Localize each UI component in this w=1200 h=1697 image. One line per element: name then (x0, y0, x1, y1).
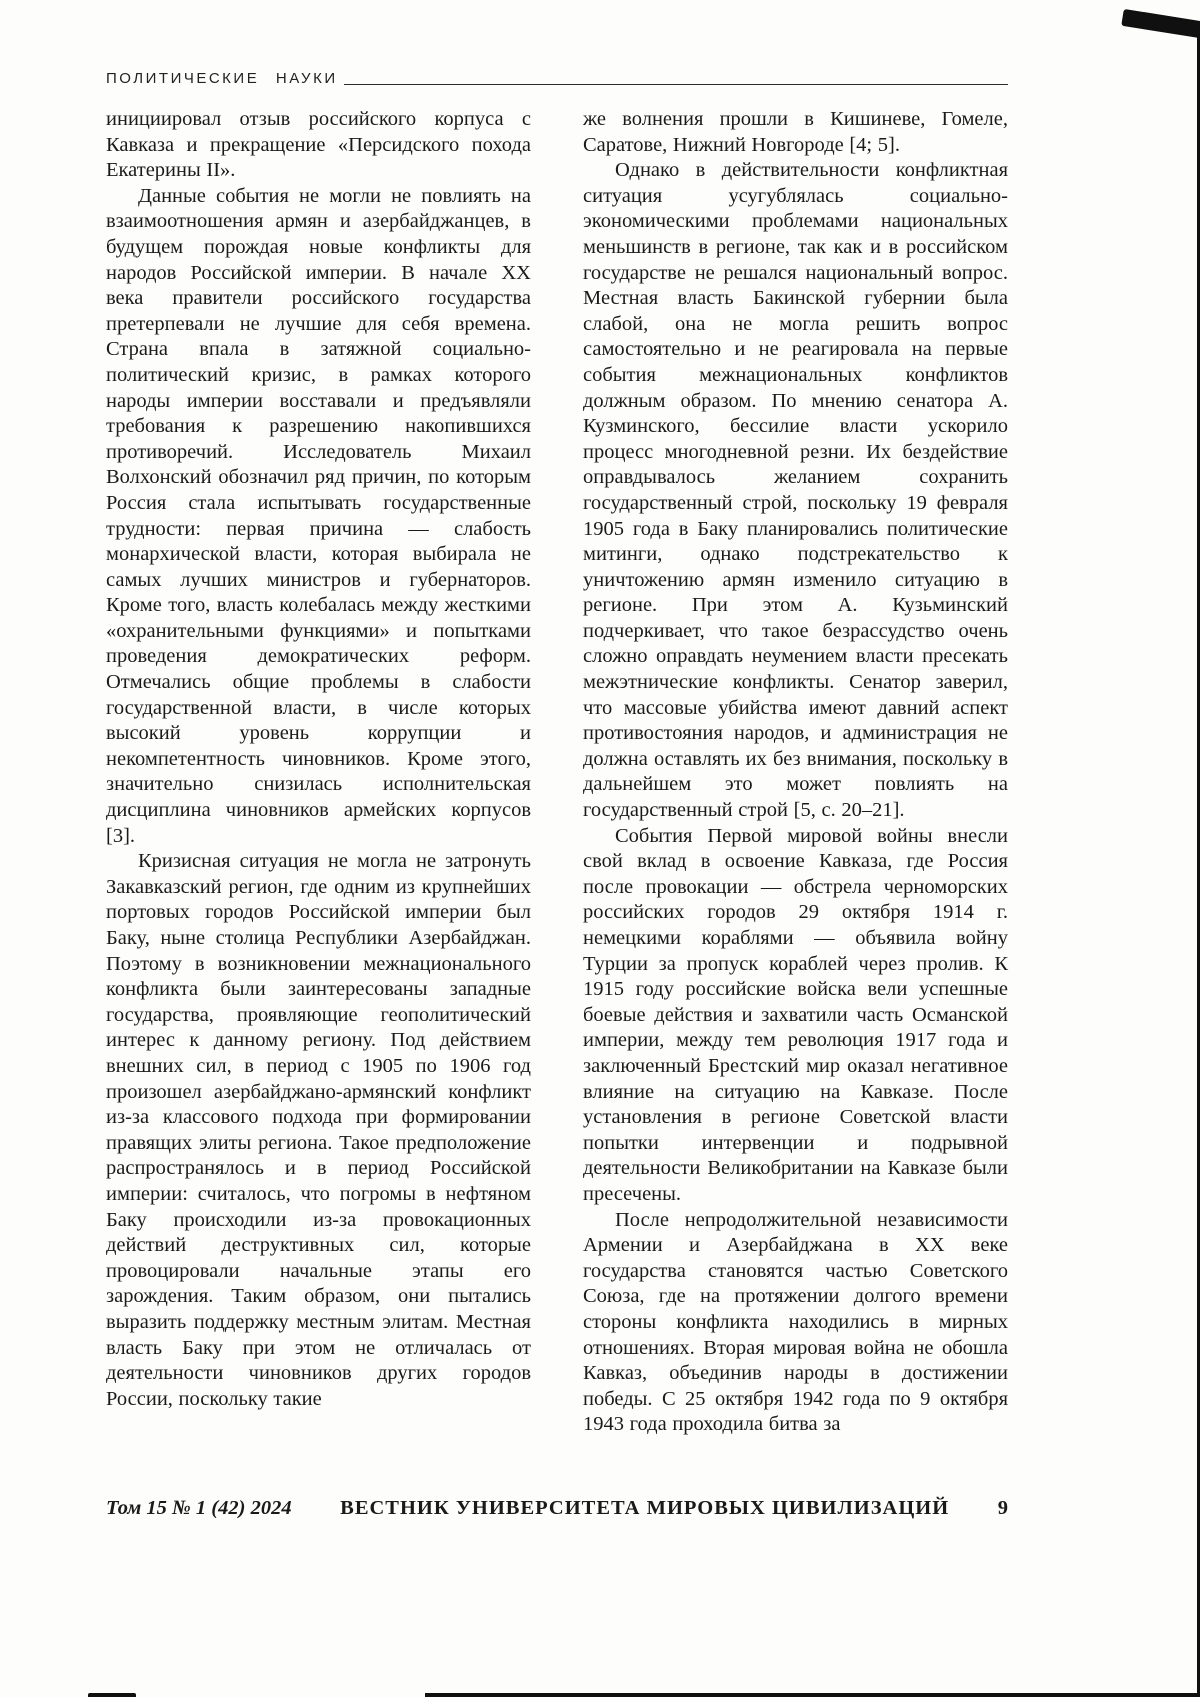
paragraph: Данные события не могли не повлиять на взаимоотношения армян и азербайджанцев, в будущем порождая новые конфликты для народов Российской империи. В начале XX века правители российского государства претерпевали не лучшие для себя времена. Страна впала в затяжной социально-политический кризис, в рамках которого народы империи восставали и предъявляли требования к разрешению накопившихся противоречий. Исследователь Михаил Волхонский обозначил ряд причин, по которым Россия стала испытывать государственные трудности: первая причина — слабость монархической власти, которая выбирала не самых лучших министров и губернаторов. Кроме того, власть колебалась между жесткими «охранительными функциями» и попытками проведения демократических реформ. Отмечались общие проблемы в слабости государственной власти, в числе которых высокий уровень коррупции и некомпетентность чиновников. Кроме этого, значительно снизилась исполнительская дисциплина чиновников армейских корпусов [3]. (106, 184, 531, 847)
footer-page-number: 9 (997, 1497, 1008, 1519)
scan-artifact-top-right (1121, 9, 1200, 40)
scan-artifact-bottom-left (88, 1693, 136, 1697)
paragraph: События Первой мировой войны внесли свой вклад в освоение Кавказа, где Россия после провокации — обстрела черноморских российских городов 29 октября 1914 г. немецкими кораблями — объявила войну Турции за пропуск кораблей через пролив. К 1915 году российские войска вели успешные боевые действия и захватили часть Османской империи, между тем революция 1917 года и заключенный Брестский мир оказал негативное влияние на ситуацию на Кавказе. После установления в регионе Советской власти попытки интервенции и подрывной деятельности Великобритании на Кавказе были пресечены. (583, 824, 1008, 1205)
section-label: ПОЛИТИЧЕСКИЕ НАУКИ (106, 70, 338, 87)
scan-artifact-bottom-edge (425, 1693, 1200, 1697)
paragraph: же волнения прошли в Кишиневе, Гомеле, Саратове, Нижний Новгороде [4; 5]. (583, 108, 1008, 156)
paragraph: инициировал отзыв российского корпуса с Кавказа и прекращение «Персидского похода Екатерины II». (106, 108, 531, 182)
right-column (583, 107, 1008, 1438)
left-column (106, 107, 531, 1438)
header-rule (344, 84, 1008, 85)
footer-issue-info: Том 15 № 1 (42) 2024 (106, 1497, 292, 1519)
footer-journal-title: ВЕСТНИК УНИВЕРСИТЕТА МИРОВЫХ ЦИВИЛИЗАЦИЙ (340, 1497, 950, 1519)
running-head (106, 70, 1008, 87)
page-footer (106, 1497, 1008, 1520)
paragraph: Однако в действительности конфликтная ситуация усугублялась социально-экономическими проблемами национальных меньшинств в регионе, так как и в российском государстве не решался национальный вопрос. Местная власть Бакинской губернии была слабой, она не могла решить вопрос самостоятельно и не реагировала на первые события межнациональных конфликтов должным образом. По мнению сенатора А. Кузминского, бессилие власти ускорило процесс многодневной резни. Их бездействие оправдывалось желанием сохранить государственный строй, поскольку 19 февраля 1905 года в Баку планировались политические митинги, однако подстрекательство к уничтожению армян изменило ситуацию в регионе. При этом А. Кузьминский подчеркивает, что такое безрассудство очень сложно оправдать неумением власти пресекать межэтнические конфликты. Сенатор заверил, что массовые убийства имеют давний аспект противостояния народов, и администрация не должна оставлять их без внимания, поскольку в дальнейшем это может повлиять на государственный строй [5, с. 20–21]. (583, 159, 1008, 822)
article-body (106, 107, 1008, 1438)
paragraph: После непродолжительной независимости Армении и Азербайджана в XX веке государства становятся частью Советского Союза, где на протяжении долгого времени стороны конфликта находились в мирных отношениях. Вторая мировая война не обошла Кавказ, объединив народы в достижении победы. С 25 октября 1942 года по 9 октября 1943 года проходила битва за (583, 1208, 1008, 1436)
paragraph: Кризисная ситуация не могла не затронуть Закавказский регион, где одним из крупнейших портовых городов Российской империи был Баку, ныне столица Республики Азербайджан. Поэтому в возникновении межнационального конфликта были заинтересованы западные государства, проявляющие геополитический интерес к данному региону. Под действием внешних сил, в период с 1905 по 1906 год произошел азербайджано-армянский конфликт из-за классового подхода при формировании правящих элиты региона. Такое предположение распространялось и в период Российской империи: считалось, что погромы в нефтяном Баку происходили из-за провокационных действий деструктивных сил, которые провоцировали начальные этапы его зарождения. Таким образом, они пытались выразить поддержку местным элитам. Местная власть Баку при этом не отличалась от деятельности чиновников других городов России, поскольку такие (106, 850, 531, 1410)
